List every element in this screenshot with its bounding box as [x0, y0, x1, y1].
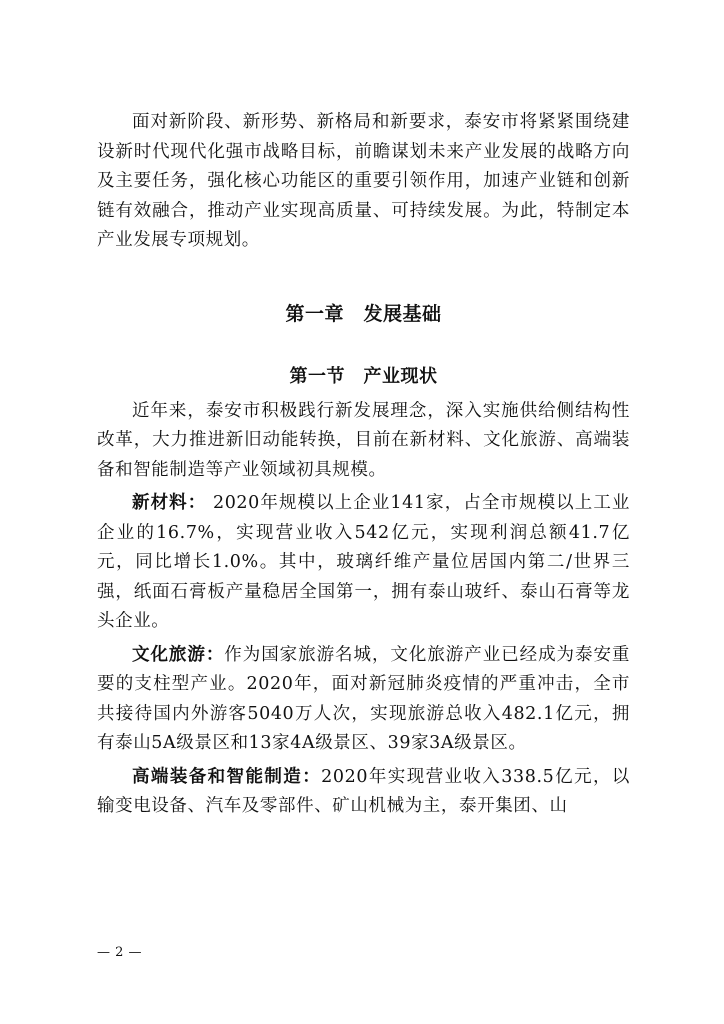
section-title: 第一节 产业现状 [289, 365, 438, 387]
culture-tourism-paragraph [97, 641, 630, 759]
culture-tourism-heading: 文化旅游： [132, 644, 225, 665]
page-content [97, 108, 630, 822]
equipment-manufacturing-text: 2020年实现营业收入338.5亿元，以输变电设备、汽车及零部件、矿山机械为主，泰开集团、山 [97, 766, 631, 816]
page-number: — 2 — [97, 945, 143, 960]
new-materials-paragraph [97, 489, 630, 637]
equipment-manufacturing-heading: 高端装备和智能制造： [132, 766, 322, 787]
chapter-title: 第一章 发展基础 [285, 302, 442, 325]
culture-tourism-text: 作为国家旅游名城，文化旅游产业已经成为泰安重要的支柱型产业。2020年，面对新冠肺炎疫情的严重冲击，全市共接待国内外游客5040万人次，实现旅游总收入482.1亿元，拥有泰山5A级景区和13家4A级景区、39家3A级景区。 [97, 644, 631, 753]
new-materials-heading: 新材料： [132, 493, 207, 513]
equipment-manufacturing-paragraph [97, 763, 630, 822]
intro-paragraph: 面对新阶段、新形势、新格局和新要求，泰安市将紧紧围绕建设新时代现代化强市战略目标，前瞻谋划未来产业发展的战略方向及主要任务，强化核心功能区的重要引领作用，加速产业链和创新链有效融合，推动产业实现高质量、可持续发展。为此，特制定本产业发展专项规划。 [97, 112, 630, 250]
overview-paragraph: 近年来，泰安市积极践行新发展理念，深入实施供给侧结构性改革，大力推进新旧动能转换，目前在新材料、文化旅游、高端装备和智能制造等产业领域初具规模。 [97, 400, 630, 480]
new-materials-text: 2020年规模以上企业141家，占全市规模以上工业企业的16.7%，实现营业收入542亿元，实现利润总额41.7亿元，同比增长1.0%。其中，玻璃纤维产量位居国内第二/世界三强，纸面石膏板产量稳居全国第一，拥有泰山玻纤、泰山石膏等龙头企业。 [97, 493, 630, 631]
